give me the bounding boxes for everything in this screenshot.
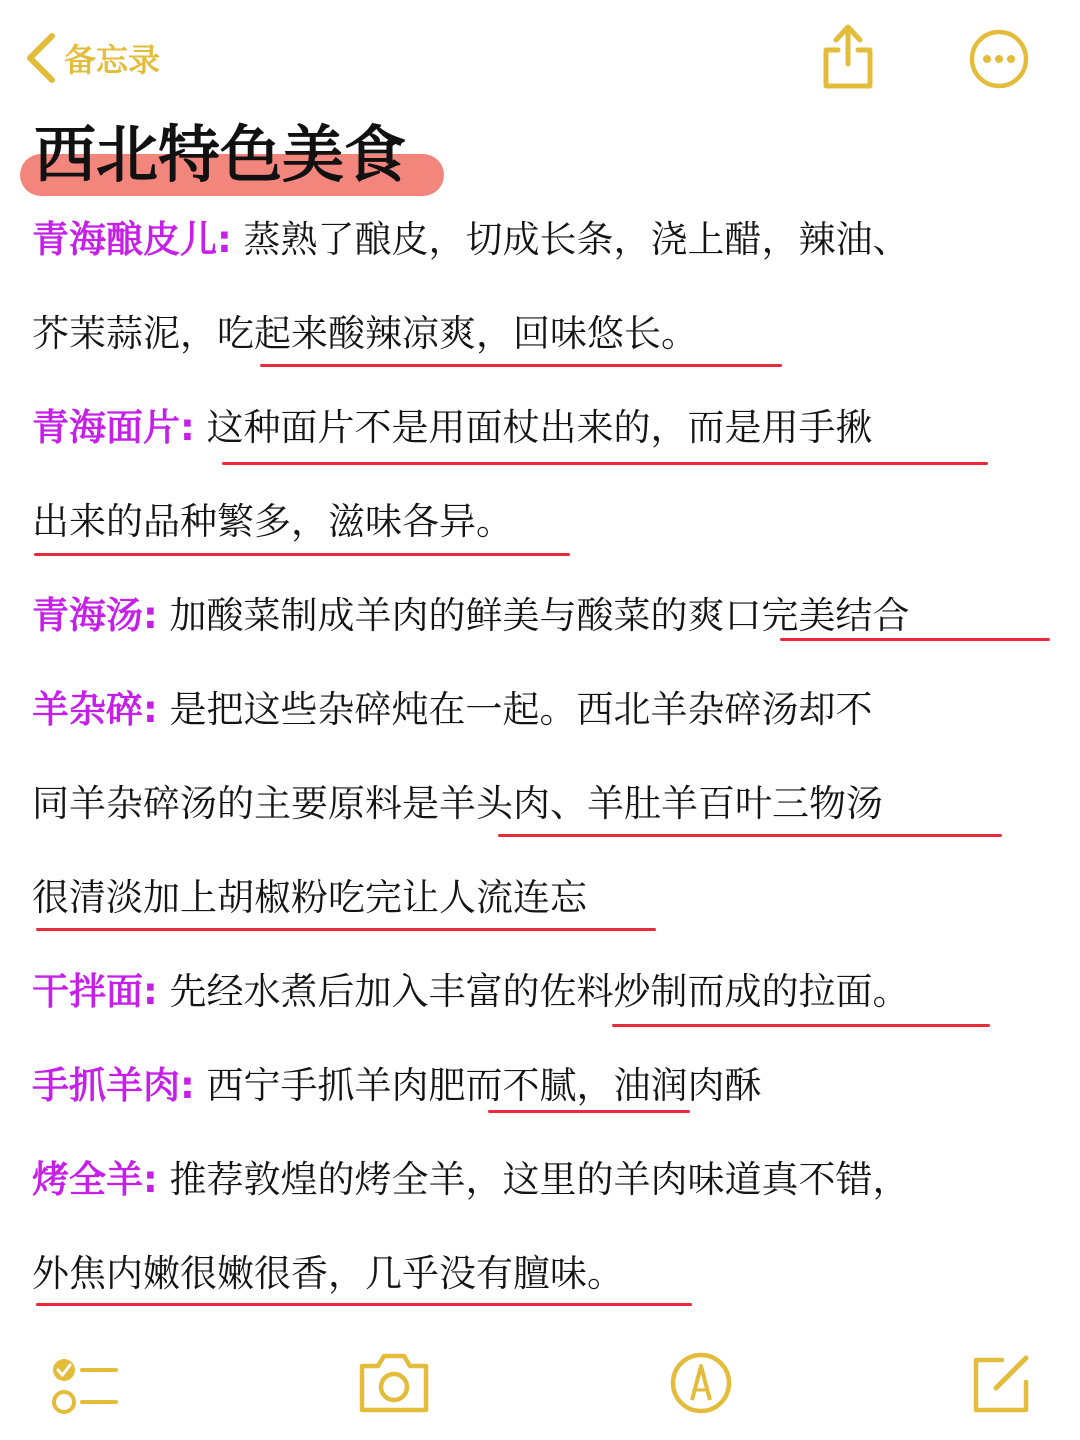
dish-label: 羊杂碎: <box>32 688 158 731</box>
underline-mark <box>36 928 656 931</box>
note-line <box>32 398 873 458</box>
dish-label: 青海汤: <box>32 594 158 637</box>
camera-icon[interactable] <box>356 1350 432 1416</box>
note-title-block <box>20 110 450 200</box>
dish-label: 青海酿皮儿: <box>32 218 232 261</box>
note-title[interactable]: 西北特色美食 <box>34 118 407 191</box>
underline-mark <box>780 638 1050 641</box>
note-line <box>32 868 587 928</box>
dish-label: 青海面片: <box>32 406 195 449</box>
checklist-icon[interactable] <box>50 1350 120 1424</box>
note-line <box>32 962 910 1022</box>
note-line <box>32 586 910 646</box>
underline-mark <box>36 1303 692 1306</box>
compose-icon[interactable] <box>968 1350 1034 1416</box>
underline-mark <box>222 462 988 465</box>
dish-description: 外焦内嫩很嫩很香，几乎没有膻味。 <box>32 1252 624 1295</box>
note-line <box>32 680 873 740</box>
dish-description: 蒸熟了酿皮，切成长条，浇上醋，辣油、 <box>231 218 910 261</box>
chevron-left-icon <box>24 32 58 84</box>
share-icon[interactable] <box>818 20 878 92</box>
dish-description: 出来的品种繁多，滋味各异。 <box>32 500 513 543</box>
underline-mark <box>612 1024 990 1027</box>
dish-label: 手抓羊肉: <box>32 1064 195 1107</box>
dish-label: 干拌面: <box>32 970 158 1013</box>
underline-mark <box>34 553 570 556</box>
note-line <box>32 1150 910 1210</box>
dish-description: 加酸菜制成羊肉的鲜美与酸菜的爽口完美结合 <box>157 594 910 637</box>
note-line <box>32 774 883 834</box>
underline-mark <box>498 834 1002 837</box>
note-line <box>32 304 698 364</box>
back-label: 备忘录 <box>64 41 161 79</box>
dish-description: 这种面片不是用面杖出来的，而是用手揪 <box>194 406 873 449</box>
note-line <box>32 1244 624 1304</box>
underline-mark <box>260 364 782 367</box>
note-line <box>32 1056 762 1116</box>
dish-description: 推荐敦煌的烤全羊，这里的羊肉味道真不错， <box>157 1158 910 1201</box>
underline-mark <box>488 1110 690 1113</box>
dish-label: 烤全羊: <box>32 1158 158 1201</box>
more-icon[interactable] <box>968 28 1030 90</box>
dish-description: 西宁手抓羊肉肥而不腻，油润肉酥 <box>194 1064 762 1107</box>
dish-description: 同羊杂碎汤的主要原料是羊头肉、羊肚羊百叶三物汤 <box>32 782 883 825</box>
navigation-bar <box>0 0 1080 110</box>
back-button[interactable] <box>24 30 160 86</box>
markup-pen-icon[interactable] <box>668 1350 734 1416</box>
note-line <box>32 492 513 552</box>
dish-description: 先经水煮后加入丰富的佐料炒制而成的拉面。 <box>157 970 910 1013</box>
note-line <box>32 210 910 270</box>
bottom-toolbar <box>0 1340 1080 1440</box>
dish-description: 是把这些杂碎炖在一起。西北羊杂碎汤却不 <box>157 688 873 731</box>
dish-description: 芥茉蒜泥，吃起来酸辣凉爽，回味悠长。 <box>32 312 698 355</box>
dish-description: 很清淡加上胡椒粉吃完让人流连忘 <box>32 876 587 919</box>
